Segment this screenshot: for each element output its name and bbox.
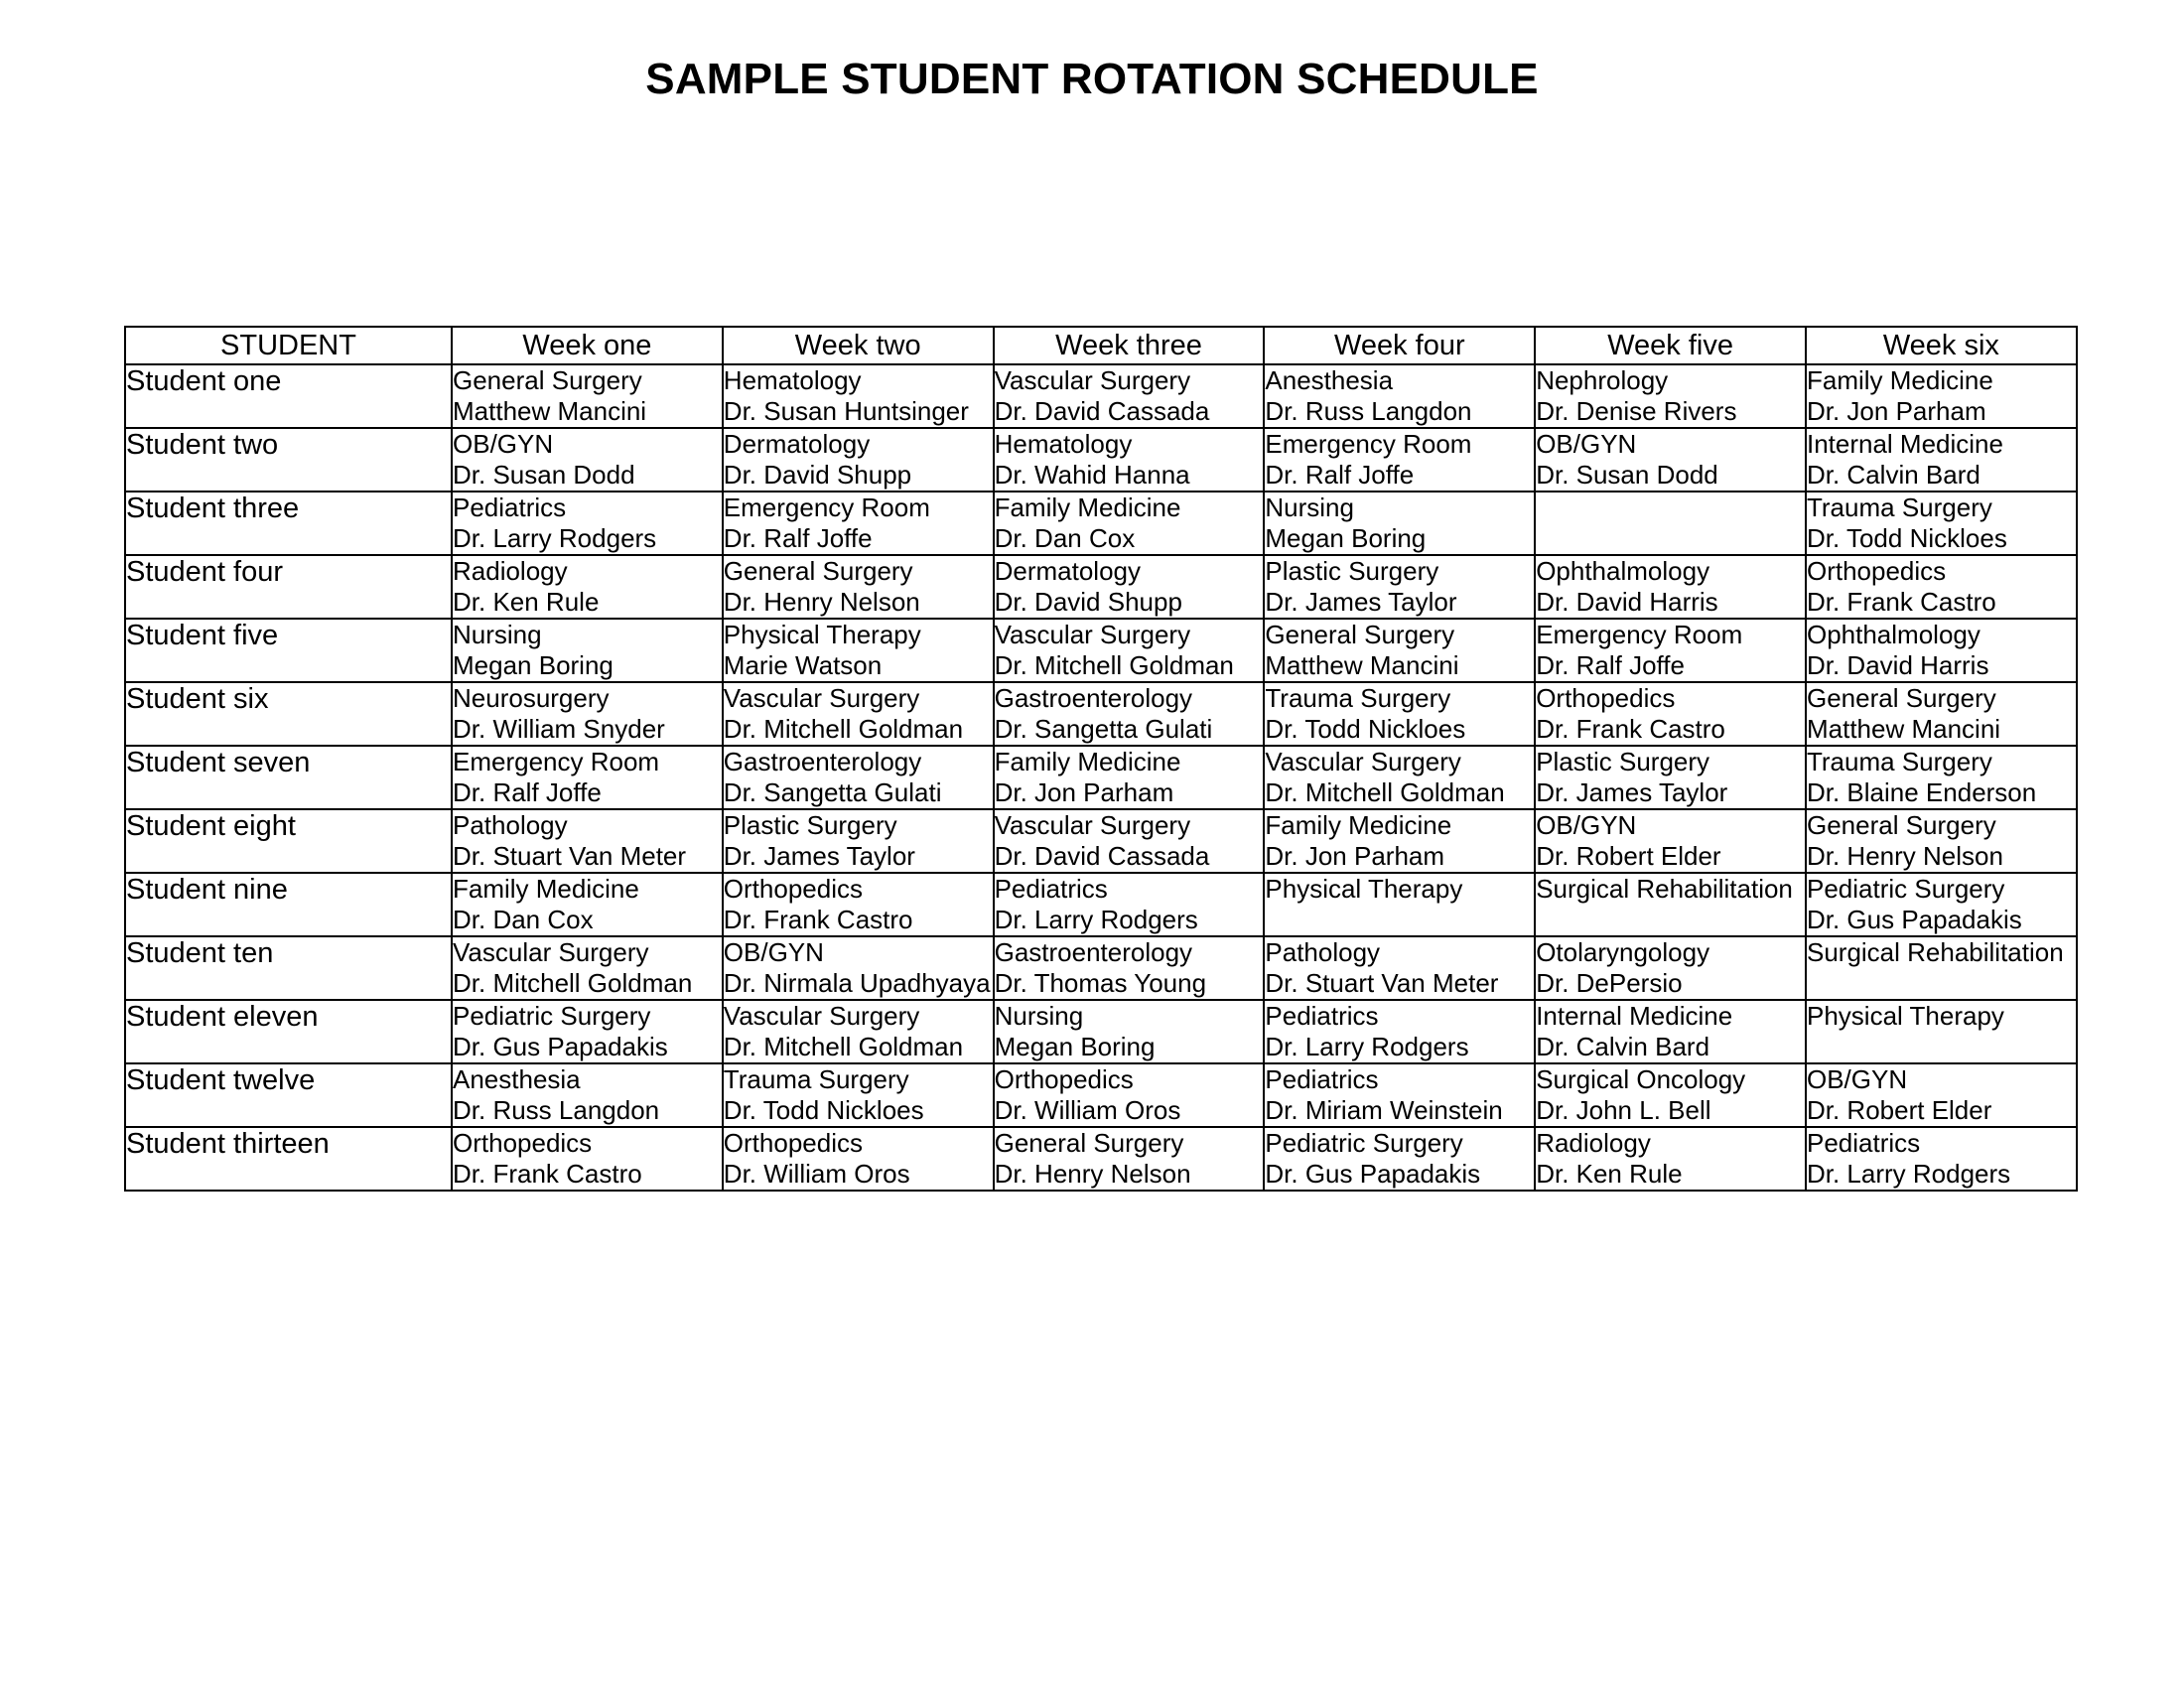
rotation-instructor: Dr. Henry Nelson <box>994 1159 1191 1189</box>
rotation-instructor: Dr. Ralf Joffe <box>1536 650 1685 680</box>
rotation-specialty: Ophthalmology <box>1806 620 1980 649</box>
rotation-instructor: Dr. Ralf Joffe <box>1265 460 1415 490</box>
rotation-specialty: Vascular Surgery <box>994 365 1191 395</box>
rotation-cell <box>1264 1000 1535 1063</box>
rotation-specialty: Pediatrics <box>994 874 1108 904</box>
rotation-instructor: Dr. Frank Castro <box>723 905 913 934</box>
rotation-cell <box>1264 619 1535 682</box>
rotation-cell <box>994 682 1265 746</box>
rotation-instructor: Dr. Miriam Weinstein <box>1265 1095 1503 1125</box>
rotation-cell <box>723 1000 994 1063</box>
rotation-specialty: Neurosurgery <box>453 683 610 713</box>
rotation-specialty: General Surgery <box>1806 683 1996 713</box>
rotation-specialty: Physical Therapy <box>1806 1001 2004 1031</box>
rotation-specialty: Hematology <box>723 365 862 395</box>
rotation-cell <box>452 1063 723 1127</box>
rotation-cell <box>1535 682 1806 746</box>
table-row <box>125 936 2077 1000</box>
rotation-instructor: Dr. Mitchell Goldman <box>723 714 964 744</box>
student-name-cell: Student eight <box>125 809 452 873</box>
rotation-specialty: Orthopedics <box>1536 683 1676 713</box>
rotation-instructor: Dr. Larry Rodgers <box>994 905 1198 934</box>
rotation-cell <box>723 492 994 555</box>
rotation-cell <box>723 936 994 1000</box>
rotation-instructor: Dr. David Shupp <box>994 587 1182 617</box>
rotation-specialty: Vascular Surgery <box>453 937 649 967</box>
rotation-cell <box>723 873 994 936</box>
rotation-cell <box>452 936 723 1000</box>
rotation-instructor: Dr. Jon Parham <box>994 777 1174 807</box>
rotation-instructor: Dr. Gus Papadakis <box>1806 905 2022 934</box>
rotation-specialty: Pathology <box>453 810 568 840</box>
rotation-specialty: Pediatric Surgery <box>1806 874 2005 904</box>
rotation-instructor: Dr. Nirmala Upadhyaya <box>723 968 991 998</box>
rotation-cell <box>723 364 994 428</box>
rotation-cell <box>452 555 723 619</box>
rotation-specialty: General Surgery <box>723 556 913 586</box>
rotation-instructor: Dr. Gus Papadakis <box>1265 1159 1481 1189</box>
table-row <box>125 746 2077 809</box>
rotation-cell <box>1264 873 1535 936</box>
column-header-week: Week four <box>1264 327 1535 364</box>
rotation-instructor: Dr. Susan Huntsinger <box>723 396 969 426</box>
rotation-specialty: Plastic Surgery <box>1536 747 1710 776</box>
rotation-specialty: General Surgery <box>994 1128 1184 1158</box>
rotation-specialty: Pediatrics <box>1806 1128 1921 1158</box>
rotation-specialty: Internal Medicine <box>1806 429 2003 459</box>
student-name-cell: Student twelve <box>125 1063 452 1127</box>
rotation-cell <box>1806 619 2077 682</box>
rotation-instructor: Dr. Calvin Bard <box>1536 1032 1710 1061</box>
rotation-specialty: Hematology <box>994 429 1133 459</box>
rotation-cell <box>1535 1127 1806 1191</box>
rotation-cell <box>1264 428 1535 492</box>
rotation-specialty: Anesthesia <box>1265 365 1394 395</box>
rotation-cell <box>723 555 994 619</box>
rotation-specialty: Emergency Room <box>1536 620 1743 649</box>
rotation-cell <box>1806 1000 2077 1063</box>
rotation-instructor: Dr. James Taylor <box>723 841 915 871</box>
rotation-instructor: Dr. Todd Nickloes <box>1806 523 2007 553</box>
rotation-instructor: Dr. Jon Parham <box>1806 396 1986 426</box>
rotation-cell <box>1806 682 2077 746</box>
rotation-instructor: Dr. Thomas Young <box>994 968 1207 998</box>
rotation-specialty: Pathology <box>1265 937 1381 967</box>
student-name-cell: Student five <box>125 619 452 682</box>
table-row <box>125 619 2077 682</box>
rotation-instructor: Dr. Mitchell Goldman <box>994 650 1234 680</box>
rotation-cell <box>1264 936 1535 1000</box>
rotation-specialty: Pediatrics <box>453 492 567 522</box>
rotation-instructor: Dr. Ken Rule <box>453 587 600 617</box>
rotation-specialty: Emergency Room <box>1265 429 1472 459</box>
rotation-instructor: Dr. Henry Nelson <box>1806 841 2003 871</box>
table-row <box>125 1000 2077 1063</box>
rotation-instructor: Matthew Mancini <box>453 396 647 426</box>
rotation-instructor: Dr. Dan Cox <box>994 523 1136 553</box>
rotation-specialty: Nephrology <box>1536 365 1669 395</box>
rotation-cell <box>723 809 994 873</box>
column-header-student: STUDENT <box>125 327 452 364</box>
rotation-instructor: Dr. Susan Dodd <box>453 460 635 490</box>
table-header-row <box>125 327 2077 364</box>
student-name-cell: Student seven <box>125 746 452 809</box>
rotation-specialty: Pediatric Surgery <box>453 1001 651 1031</box>
student-name-cell: Student four <box>125 555 452 619</box>
column-header-week: Week three <box>994 327 1265 364</box>
rotation-instructor: Dr. Ralf Joffe <box>453 777 602 807</box>
rotation-instructor: Megan Boring <box>1265 523 1427 553</box>
rotation-specialty: Vascular Surgery <box>723 683 920 713</box>
rotation-specialty: Nursing <box>1265 492 1354 522</box>
rotation-specialty: Emergency Room <box>723 492 930 522</box>
rotation-specialty: Surgical Rehabilitation <box>1536 874 1793 904</box>
rotation-instructor: Dr. David Harris <box>1806 650 1989 680</box>
rotation-specialty: Plastic Surgery <box>1265 556 1439 586</box>
rotation-specialty: Orthopedics <box>723 874 863 904</box>
rotation-specialty: Physical Therapy <box>1265 874 1463 904</box>
rotation-instructor: Dr. Larry Rodgers <box>1806 1159 2011 1189</box>
rotation-cell <box>1806 428 2077 492</box>
rotation-cell <box>994 555 1265 619</box>
rotation-specialty: Family Medicine <box>453 874 639 904</box>
rotation-specialty: Trauma Surgery <box>1806 492 1992 522</box>
rotation-specialty: Dermatology <box>723 429 871 459</box>
rotation-cell <box>1806 492 2077 555</box>
rotation-specialty: Trauma Surgery <box>723 1064 909 1094</box>
rotation-specialty: Dermatology <box>994 556 1141 586</box>
rotation-cell <box>1264 364 1535 428</box>
rotation-instructor: Dr. Wahid Hanna <box>994 460 1190 490</box>
table-row <box>125 428 2077 492</box>
rotation-instructor: Dr. Sangetta Gulati <box>994 714 1213 744</box>
rotation-instructor: Dr. John L. Bell <box>1536 1095 1711 1125</box>
rotation-cell <box>1535 364 1806 428</box>
rotation-specialty: Family Medicine <box>994 492 1181 522</box>
rotation-cell <box>1264 682 1535 746</box>
rotation-specialty: OB/GYN <box>453 429 554 459</box>
rotation-specialty: Gastroenterology <box>994 937 1193 967</box>
table-row <box>125 1063 2077 1127</box>
rotation-cell <box>1535 555 1806 619</box>
rotation-cell <box>723 746 994 809</box>
rotation-cell <box>1264 1127 1535 1191</box>
student-name-cell: Student eleven <box>125 1000 452 1063</box>
rotation-instructor: Dr. Gus Papadakis <box>453 1032 668 1061</box>
rotation-specialty: Otolaryngology <box>1536 937 1710 967</box>
rotation-instructor: Dr. Ken Rule <box>1536 1159 1683 1189</box>
rotation-cell <box>1535 746 1806 809</box>
rotation-specialty: Orthopedics <box>994 1064 1134 1094</box>
rotation-cell <box>723 682 994 746</box>
table-row <box>125 492 2077 555</box>
student-name-cell: Student three <box>125 492 452 555</box>
rotation-specialty: Radiology <box>453 556 568 586</box>
rotation-specialty: Gastroenterology <box>994 683 1193 713</box>
rotation-specialty: Vascular Surgery <box>723 1001 920 1031</box>
rotation-instructor: Dr. Frank Castro <box>1806 587 1996 617</box>
rotation-specialty: Pediatrics <box>1265 1001 1379 1031</box>
rotation-cell <box>1806 809 2077 873</box>
table-body <box>125 364 2077 1191</box>
rotation-cell <box>1264 746 1535 809</box>
rotation-instructor: Dr. William Oros <box>994 1095 1181 1125</box>
student-name-cell: Student nine <box>125 873 452 936</box>
student-name-cell: Student six <box>125 682 452 746</box>
rotation-specialty: Orthopedics <box>453 1128 593 1158</box>
rotation-cell <box>994 1063 1265 1127</box>
rotation-cell <box>994 492 1265 555</box>
rotation-specialty: OB/GYN <box>1536 810 1637 840</box>
rotation-cell <box>723 1127 994 1191</box>
rotation-specialty: Radiology <box>1536 1128 1651 1158</box>
rotation-instructor: Dr. David Shupp <box>723 460 912 490</box>
rotation-specialty: OB/GYN <box>723 937 824 967</box>
student-name-cell: Student ten <box>125 936 452 1000</box>
rotation-instructor: Matthew Mancini <box>1265 650 1459 680</box>
rotation-cell <box>452 364 723 428</box>
rotation-schedule-table <box>124 326 2078 1192</box>
rotation-cell <box>1535 428 1806 492</box>
rotation-specialty: General Surgery <box>1806 810 1996 840</box>
rotation-specialty: Family Medicine <box>994 747 1181 776</box>
rotation-specialty: Orthopedics <box>1806 556 1947 586</box>
rotation-cell <box>1806 1127 2077 1191</box>
rotation-specialty: Physical Therapy <box>723 620 921 649</box>
rotation-instructor: Dr. Blaine Enderson <box>1806 777 2037 807</box>
rotation-cell <box>1264 809 1535 873</box>
rotation-cell <box>994 936 1265 1000</box>
column-header-week: Week one <box>452 327 723 364</box>
document-title: SAMPLE STUDENT ROTATION SCHEDULE <box>645 55 1539 103</box>
column-header-week: Week six <box>1806 327 2077 364</box>
rotation-instructor: Matthew Mancini <box>1806 714 2001 744</box>
rotation-specialty: Plastic Surgery <box>723 810 897 840</box>
rotation-cell <box>994 1000 1265 1063</box>
rotation-specialty: Family Medicine <box>1806 365 1993 395</box>
rotation-cell <box>1535 619 1806 682</box>
rotation-instructor: Dr. Larry Rodgers <box>1265 1032 1469 1061</box>
rotation-instructor: Dr. Russ Langdon <box>453 1095 660 1125</box>
column-header-week: Week five <box>1535 327 1806 364</box>
rotation-cell <box>1806 555 2077 619</box>
student-name-cell: Student two <box>125 428 452 492</box>
rotation-cell <box>1535 1063 1806 1127</box>
rotation-cell <box>452 809 723 873</box>
rotation-instructor: Dr. Larry Rodgers <box>453 523 657 553</box>
rotation-specialty: Emergency Room <box>453 747 660 776</box>
rotation-specialty: Ophthalmology <box>1536 556 1710 586</box>
column-header-week: Week two <box>723 327 994 364</box>
rotation-cell <box>723 1063 994 1127</box>
rotation-cell <box>1264 555 1535 619</box>
rotation-instructor: Dr. Russ Langdon <box>1265 396 1472 426</box>
rotation-instructor: Dr. James Taylor <box>1536 777 1728 807</box>
rotation-cell <box>994 873 1265 936</box>
rotation-instructor: Marie Watson <box>723 650 883 680</box>
rotation-instructor: Dr. Stuart Van Meter <box>1265 968 1499 998</box>
table-row <box>125 364 2077 428</box>
rotation-instructor: Dr. Frank Castro <box>1536 714 1725 744</box>
rotation-instructor: Dr. Sangetta Gulati <box>723 777 942 807</box>
rotation-instructor: Dr. William Snyder <box>453 714 665 744</box>
rotation-cell <box>994 809 1265 873</box>
rotation-instructor: Dr. David Cassada <box>994 396 1210 426</box>
rotation-instructor: Dr. Robert Elder <box>1806 1095 1992 1125</box>
rotation-instructor: Dr. Stuart Van Meter <box>453 841 687 871</box>
rotation-specialty: Vascular Surgery <box>1265 747 1461 776</box>
rotation-cell <box>994 746 1265 809</box>
rotation-instructor: Dr. Jon Parham <box>1265 841 1445 871</box>
rotation-cell <box>1535 492 1806 555</box>
rotation-cell <box>994 428 1265 492</box>
rotation-instructor: Dr. DePersio <box>1536 968 1683 998</box>
rotation-instructor: Dr. Dan Cox <box>453 905 594 934</box>
rotation-instructor: Megan Boring <box>994 1032 1156 1061</box>
rotation-instructor: Dr. Henry Nelson <box>723 587 920 617</box>
student-name-cell: Student one <box>125 364 452 428</box>
rotation-instructor: Dr. Todd Nickloes <box>723 1095 924 1125</box>
rotation-specialty: General Surgery <box>1265 620 1455 649</box>
rotation-instructor: Dr. Mitchell Goldman <box>1265 777 1505 807</box>
rotation-cell <box>452 873 723 936</box>
rotation-cell <box>452 1000 723 1063</box>
rotation-specialty: OB/GYN <box>1536 429 1637 459</box>
rotation-instructor: Dr. Robert Elder <box>1536 841 1721 871</box>
rotation-cell <box>452 682 723 746</box>
rotation-specialty: Anesthesia <box>453 1064 581 1094</box>
rotation-specialty: General Surgery <box>453 365 642 395</box>
table-row <box>125 1127 2077 1191</box>
rotation-cell <box>723 428 994 492</box>
rotation-instructor: Dr. Frank Castro <box>453 1159 642 1189</box>
rotation-cell <box>452 746 723 809</box>
rotation-cell <box>1264 492 1535 555</box>
rotation-cell <box>1535 1000 1806 1063</box>
table-row <box>125 682 2077 746</box>
rotation-cell <box>1535 809 1806 873</box>
rotation-instructor: Dr. Mitchell Goldman <box>723 1032 964 1061</box>
rotation-instructor: Dr. William Oros <box>723 1159 910 1189</box>
student-name-cell: Student thirteen <box>125 1127 452 1191</box>
rotation-instructor: Dr. David Harris <box>1536 587 1718 617</box>
rotation-cell <box>1535 936 1806 1000</box>
rotation-specialty: Trauma Surgery <box>1806 747 1992 776</box>
rotation-specialty: Vascular Surgery <box>994 810 1191 840</box>
rotation-instructor: Megan Boring <box>453 650 614 680</box>
rotation-cell <box>452 428 723 492</box>
rotation-instructor: Dr. Denise Rivers <box>1536 396 1737 426</box>
rotation-cell <box>1806 1063 2077 1127</box>
rotation-cell <box>1806 746 2077 809</box>
rotation-cell <box>994 619 1265 682</box>
rotation-specialty: Pediatrics <box>1265 1064 1379 1094</box>
rotation-cell <box>994 1127 1265 1191</box>
rotation-cell <box>1535 873 1806 936</box>
rotation-cell <box>452 1127 723 1191</box>
rotation-cell <box>994 364 1265 428</box>
rotation-instructor: Dr. David Cassada <box>994 841 1210 871</box>
rotation-instructor: Dr. Ralf Joffe <box>723 523 873 553</box>
rotation-instructor: Dr. Susan Dodd <box>1536 460 1718 490</box>
rotation-cell <box>1806 364 2077 428</box>
rotation-cell <box>723 619 994 682</box>
rotation-specialty: Nursing <box>453 620 542 649</box>
rotation-specialty: Vascular Surgery <box>994 620 1191 649</box>
rotation-specialty: Family Medicine <box>1265 810 1452 840</box>
rotation-specialty: Trauma Surgery <box>1265 683 1451 713</box>
rotation-specialty: Internal Medicine <box>1536 1001 1733 1031</box>
rotation-specialty: Orthopedics <box>723 1128 863 1158</box>
rotation-cell <box>1806 936 2077 1000</box>
rotation-instructor: Dr. Mitchell Goldman <box>453 968 693 998</box>
rotation-instructor: Dr. James Taylor <box>1265 587 1457 617</box>
rotation-cell <box>452 619 723 682</box>
rotation-specialty: Surgical Rehabilitation <box>1806 937 2064 967</box>
rotation-specialty: Gastroenterology <box>723 747 922 776</box>
rotation-specialty: OB/GYN <box>1806 1064 1908 1094</box>
rotation-cell <box>1264 1063 1535 1127</box>
table-row <box>125 809 2077 873</box>
rotation-cell <box>1806 873 2077 936</box>
rotation-specialty: Surgical Oncology <box>1536 1064 1746 1094</box>
table-row <box>125 555 2077 619</box>
rotation-instructor: Dr. Todd Nickloes <box>1265 714 1466 744</box>
table-row <box>125 873 2077 936</box>
rotation-cell <box>452 492 723 555</box>
rotation-instructor: Dr. Calvin Bard <box>1806 460 1980 490</box>
rotation-specialty: Nursing <box>994 1001 1084 1031</box>
rotation-specialty: Pediatric Surgery <box>1265 1128 1463 1158</box>
